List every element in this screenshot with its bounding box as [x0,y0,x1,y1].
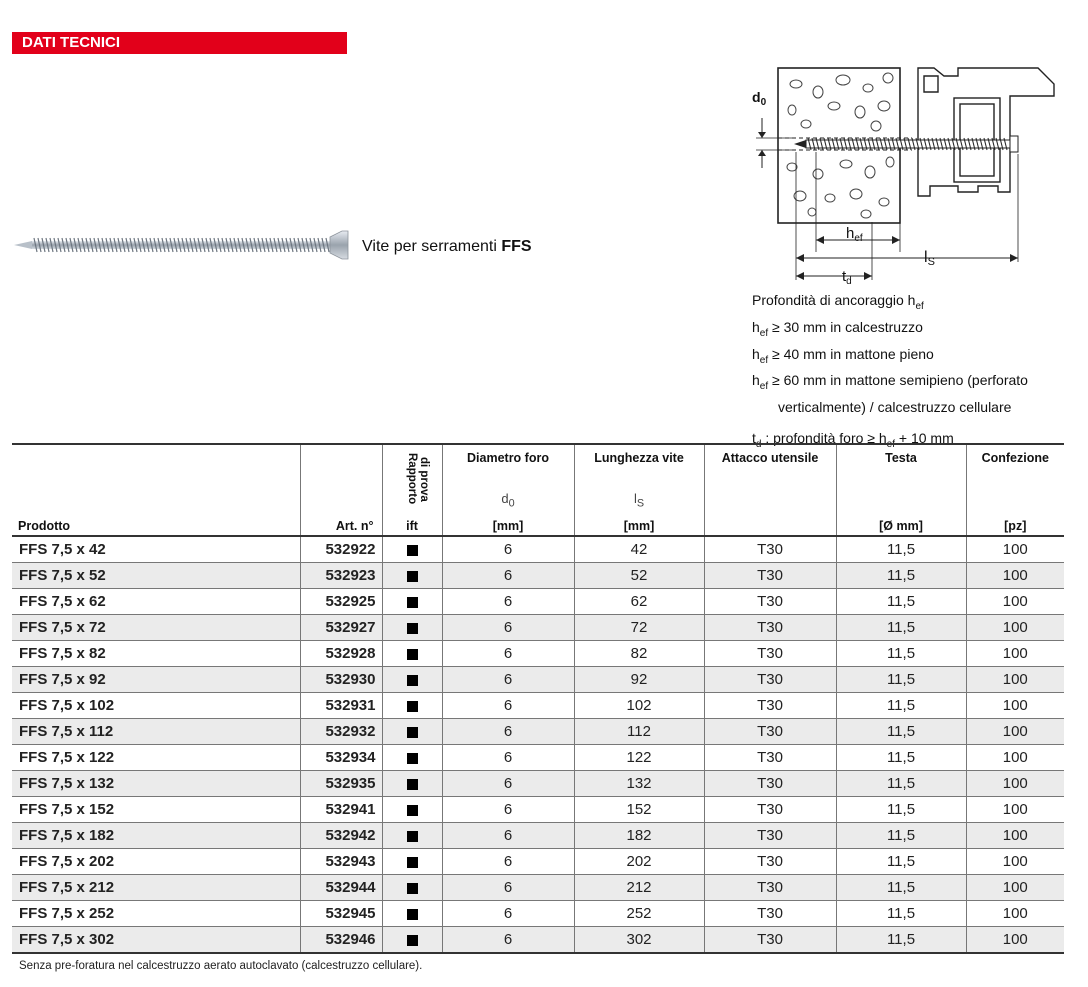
table-row [12,797,1064,823]
cell-drive: T30 [704,927,836,954]
cell-drive: T30 [704,901,836,927]
cell-art-number: 532928 [300,641,382,667]
cell-head-diameter: 11,5 [836,927,966,954]
cell-art-number: 532935 [300,771,382,797]
cell-drive: T30 [704,745,836,771]
table-row [12,719,1064,745]
cell-head-diameter: 11,5 [836,693,966,719]
svg-text:hef: $h_{ef}$ [846,225,863,244]
section-title-banner [12,32,347,54]
cell-head-diameter: 11,5 [836,797,966,823]
cell-drive: T30 [704,849,836,875]
screw-illustration [12,228,352,264]
cell-drive: T30 [704,823,836,849]
table-row [12,901,1064,927]
cell-package-qty: 100 [966,745,1064,771]
cell-drill-diameter: 6 [442,875,574,901]
cell-drill-diameter: 6 [442,823,574,849]
product-caption [362,238,532,256]
cell-screw-length: 52 [574,563,704,589]
header-rapporto: Rapporto di prova ift [382,444,442,536]
cell-art-number: 532931 [300,693,382,719]
cell-drill-diameter: 6 [442,849,574,875]
caption-text: Vite per serramenti [362,238,502,255]
cell-drill-diameter: 6 [442,927,574,954]
cell-ift-report [382,615,442,641]
cell-product: FFS 7,5 x 62 [12,589,300,615]
cell-product: FFS 7,5 x 212 [12,875,300,901]
ift-report-marker [407,623,418,634]
svg-text:d0: $d_0$ [752,89,767,108]
cell-head-diameter: 11,5 [836,823,966,849]
cell-product: FFS 7,5 x 102 [12,693,300,719]
ift-report-marker [407,727,418,738]
cell-product: FFS 7,5 x 42 [12,536,300,563]
cell-package-qty: 100 [966,693,1064,719]
cell-ift-report [382,823,442,849]
cell-drill-diameter: 6 [442,797,574,823]
cell-product: FFS 7,5 x 112 [12,719,300,745]
cell-screw-length: 42 [574,536,704,563]
table-row [12,589,1064,615]
cell-screw-length: 102 [574,693,704,719]
cell-package-qty: 100 [966,615,1064,641]
cell-screw-length: 112 [574,719,704,745]
section-title: DATI TECNICI [22,34,121,51]
cell-screw-length: 252 [574,901,704,927]
cell-ift-report [382,745,442,771]
cell-ift-report [382,536,442,563]
cell-screw-length: 62 [574,589,704,615]
cell-package-qty: 100 [966,667,1064,693]
cell-package-qty: 100 [966,771,1064,797]
cell-package-qty: 100 [966,849,1064,875]
cell-package-qty: 100 [966,927,1064,954]
cell-package-qty: 100 [966,589,1064,615]
note-line-4: $h_{ef} \ge 60$ mm in mattone semipieno (perforato [752,372,1028,393]
cell-head-diameter: 11,5 [836,563,966,589]
cell-drill-diameter: 6 [442,771,574,797]
cell-drive: T30 [704,563,836,589]
ift-report-marker [407,675,418,686]
cell-drill-diameter: 6 [442,667,574,693]
ift-report-marker [407,571,418,582]
cell-ift-report [382,589,442,615]
cell-head-diameter: 11,5 [836,849,966,875]
cell-ift-report [382,667,442,693]
cell-screw-length: 152 [574,797,704,823]
cell-art-number: 532922 [300,536,382,563]
cell-drive: T30 [704,693,836,719]
cell-head-diameter: 11,5 [836,719,966,745]
cell-head-diameter: 11,5 [836,745,966,771]
table-row [12,615,1064,641]
header-attacco: Attacco utensile [704,444,836,536]
header-lunghezza: Lunghezza vite $l_S$ [mm] [574,444,704,536]
table-row [12,771,1064,797]
cell-drive: T30 [704,797,836,823]
ift-report-marker [407,753,418,764]
table-row [12,875,1064,901]
table-row [12,927,1064,954]
cell-product: FFS 7,5 x 122 [12,745,300,771]
cell-head-diameter: 11,5 [836,771,966,797]
cell-product: FFS 7,5 x 182 [12,823,300,849]
cell-head-diameter: 11,5 [836,615,966,641]
caption-product-name: FFS [501,238,532,255]
cell-drill-diameter: 6 [442,719,574,745]
cell-drive: T30 [704,589,836,615]
cell-package-qty: 100 [966,641,1064,667]
cell-art-number: 532934 [300,745,382,771]
cell-screw-length: 202 [574,849,704,875]
window-frame-profile [918,68,1054,196]
table-row [12,667,1064,693]
svg-text:td: $t_d$ [842,268,852,287]
cell-drill-diameter: 6 [442,901,574,927]
ift-report-marker [407,831,418,842]
cell-drill-diameter: 6 [442,589,574,615]
cell-package-qty: 100 [966,901,1064,927]
cell-drill-diameter: 6 [442,641,574,667]
table-row [12,745,1064,771]
cell-product: FFS 7,5 x 132 [12,771,300,797]
cell-art-number: 532927 [300,615,382,641]
cell-screw-length: 182 [574,823,704,849]
cell-screw-length: 122 [574,745,704,771]
cell-product: FFS 7,5 x 302 [12,927,300,954]
cell-screw-length: 82 [574,641,704,667]
ift-report-marker [407,597,418,608]
cell-art-number: 532941 [300,797,382,823]
cell-head-diameter: 11,5 [836,589,966,615]
cell-ift-report [382,693,442,719]
ift-report-marker [407,857,418,868]
cell-drill-diameter: 6 [442,536,574,563]
cell-head-diameter: 11,5 [836,901,966,927]
cell-ift-report [382,563,442,589]
cell-product: FFS 7,5 x 202 [12,849,300,875]
table-row [12,823,1064,849]
header-confezione: Confezione [pz] [966,444,1064,536]
note-line-3: $h_{ef} \ge 40$ mm in mattone pieno [752,345,934,366]
cell-ift-report [382,901,442,927]
installation-diagram [748,62,1063,287]
cell-product: FFS 7,5 x 152 [12,797,300,823]
ift-report-marker [407,649,418,660]
header-testa: Testa [Ø mm] [836,444,966,536]
cell-art-number: 532944 [300,875,382,901]
cell-drill-diameter: 6 [442,745,574,771]
cell-product: FFS 7,5 x 52 [12,563,300,589]
ift-report-marker [407,779,418,790]
cell-package-qty: 100 [966,823,1064,849]
cell-package-qty: 100 [966,563,1064,589]
cell-art-number: 532932 [300,719,382,745]
cell-package-qty: 100 [966,797,1064,823]
cell-drill-diameter: 6 [442,615,574,641]
cell-head-diameter: 11,5 [836,875,966,901]
cell-drive: T30 [704,667,836,693]
cell-drive: T30 [704,875,836,901]
note-line-5: verticalmente) / calcestruzzo cellulare [778,399,1012,416]
cell-screw-length: 302 [574,927,704,954]
header-product: Prodotto [12,444,300,536]
table-row [12,641,1064,667]
cell-screw-length: 132 [574,771,704,797]
cell-head-diameter: 11,5 [836,641,966,667]
table-row [12,849,1064,875]
note-line-2: $h_{ef} \ge 30$ mm in calcestruzzo [752,318,923,339]
cell-screw-length: 72 [574,615,704,641]
table-row [12,563,1064,589]
cell-ift-report [382,849,442,875]
svg-text:lS: lS [924,249,935,268]
anchorage-notes [752,290,1028,455]
cell-art-number: 532943 [300,849,382,875]
cell-art-number: 532946 [300,927,382,954]
cell-head-diameter: 11,5 [836,667,966,693]
cell-package-qty: 100 [966,536,1064,563]
cell-art-number: 532945 [300,901,382,927]
header-art: Art. n° [300,444,382,536]
ift-report-marker [407,545,418,556]
cell-head-diameter: 11,5 [836,536,966,563]
cell-ift-report [382,875,442,901]
cell-art-number: 532923 [300,563,382,589]
cell-drive: T30 [704,771,836,797]
cell-drive: T30 [704,615,836,641]
table-header-row [12,444,1064,536]
table-row [12,536,1064,563]
cell-ift-report [382,927,442,954]
cell-package-qty: 100 [966,719,1064,745]
cell-product: FFS 7,5 x 92 [12,667,300,693]
note-line-1: Profondità di ancoraggio $h_{ef}$ [752,292,924,312]
cell-drill-diameter: 6 [442,693,574,719]
cell-art-number: 532930 [300,667,382,693]
ift-report-marker [407,701,418,712]
ift-report-marker [407,909,418,920]
cell-ift-report [382,641,442,667]
cell-product: FFS 7,5 x 82 [12,641,300,667]
cell-ift-report [382,771,442,797]
table-row [12,693,1064,719]
cell-product: FFS 7,5 x 252 [12,901,300,927]
cell-drive: T30 [704,536,836,563]
cell-package-qty: 100 [966,875,1064,901]
cell-art-number: 532925 [300,589,382,615]
cell-art-number: 532942 [300,823,382,849]
table-footnote: Senza pre-foratura nel calcestruzzo aerato autoclavato (calcestruzzo cellulare). [19,960,423,972]
technical-data-table [12,443,1064,954]
header-diametro: Diametro foro $d_0$ [mm] [442,444,574,536]
cell-ift-report [382,719,442,745]
ift-report-marker [407,805,418,816]
cell-product: FFS 7,5 x 72 [12,615,300,641]
ift-report-marker [407,935,418,946]
note-drill-depth: $t_d$ : profondità foro ≥ $h_{ef} + 10$ mm [752,430,954,450]
cell-screw-length: 212 [574,875,704,901]
cell-drive: T30 [704,719,836,745]
cell-drive: T30 [704,641,836,667]
cell-drill-diameter: 6 [442,563,574,589]
cell-ift-report [382,797,442,823]
cell-screw-length: 92 [574,667,704,693]
ift-report-marker [407,883,418,894]
